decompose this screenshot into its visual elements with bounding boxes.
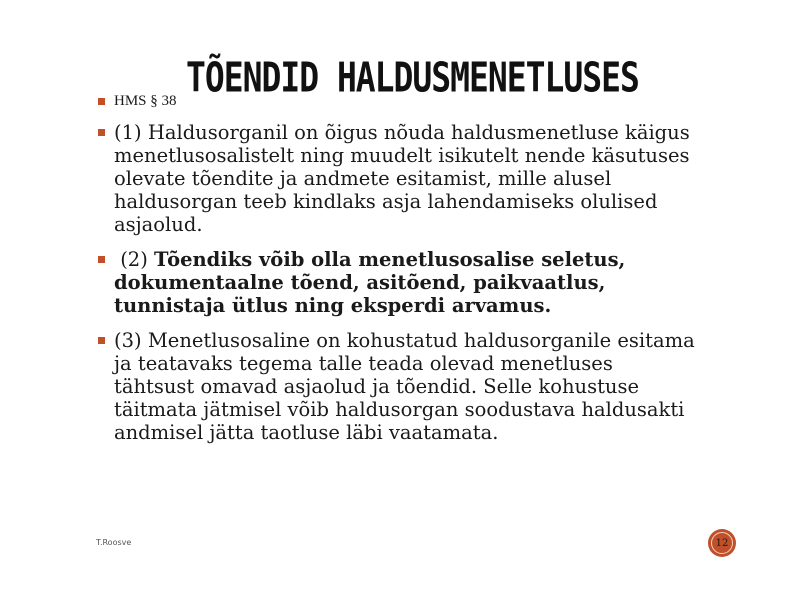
bullet-text: (3) Menetlusosaline on kohustatud haldusorganile esitama ja teatavaks tegema talle teada olevad menetluses tähtsust omavad asjaolud ja tõendid. Selle kohustuse täitmata jätmisel võib haldusorgan soodustava haldusakti andmisel jätta taotluse läbi vaatamata. (114, 329, 695, 444)
page-number: 12 (711, 532, 733, 554)
bullet-hms (98, 92, 698, 111)
slide-title: TÕENDID HALDUSMENETLUSES (186, 52, 639, 102)
square-bullet-icon (98, 98, 105, 105)
bullet-list (98, 92, 698, 456)
square-bullet-icon (98, 256, 105, 263)
square-bullet-icon (98, 337, 105, 344)
page-number-badge (708, 529, 736, 557)
bullet-paragraph-3 (98, 329, 698, 444)
footer-author: T.Roosve (96, 538, 132, 547)
bullet-paragraph-1 (98, 121, 698, 236)
bullet-prefix: (2) (114, 248, 155, 271)
bullet-text: HMS § 38 (114, 93, 177, 109)
bullet-paragraph-2 (98, 248, 698, 317)
bullet-bold-text: Tõendiks võib olla menetlusosalise seletus, dokumentaalne tõend, asitõend, paikvaatlus, tunnistaja ütlus ning eksperdi arvamus. (114, 248, 626, 317)
bullet-text: (1) Haldusorganil on õigus nõuda haldusmenetluse käigus menetlusosalistelt ning muudelt isikutelt nende käsutuses olevate tõendite ja andmete esitamist, mille alusel haldusorgan teeb kindlaks asja lahendamiseks olulised asjaolud. (114, 121, 690, 236)
square-bullet-icon (98, 129, 105, 136)
